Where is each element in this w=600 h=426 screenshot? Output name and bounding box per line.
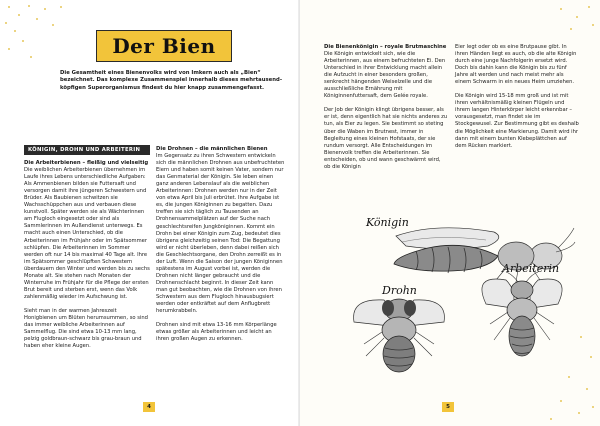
drones-body-2: Drohnen sind mit etwa 13-16 mm Körperlänge etwas größer als Arbeiterinnen und leicht an ihren großen Augen zu erkennen. [156, 322, 277, 343]
queen-body-2: Der Job der Königin klingt übrigens besser, als er ist, denn eigentlich hat sie nichts anderes zu tun, als Eier zu legen. Sie bestimmt so steting über die Waben im Brutnest, immer in Begleitung eines kleinen Hofstaats, der sie rundum versorgt. Alle Entscheidungen im Bienenvolk treffen die Arbeiterinnen. Sie entscheiden, ob und wann geschwärmt wird, ob die Königin [324, 107, 448, 170]
right-page [300, 0, 600, 426]
page-title: Der Bien [112, 34, 216, 58]
worker-label: Arbeiterin [502, 262, 560, 275]
queen-heading: Die Bienenkönigin – royale Brutmaschine [324, 44, 447, 50]
worker-bee-illustration [472, 270, 572, 366]
column-queen-cont [455, 44, 579, 150]
queen-cont-body-2: Die Königin wird 15-18 mm groß und ist mit ihren verhältnismäßig kleinen Flügeln und ihrem langen Hinterkörper leicht erkennbar – vorausgesetzt, man findet sie im Stockgewusel. Zur Bestimmung gibt es deshalb die Möglichkeit eine Markierung. Damit wird ihr dann mit einem bunten Klebeplättchen auf dem Rücken markiert. [455, 93, 579, 149]
drone-label: Drohn [382, 284, 417, 297]
workers-heading: Die Arbeiterbienen – fleißig und vielseitig [24, 160, 149, 166]
queen-label: Königin [366, 216, 409, 229]
section-heading: KÖNIGIN, DROHN UND ARBEITERIN [28, 147, 141, 153]
queen-body: Die Königin entwickelt sich, wie die Arbeiterinnen, aus einem befruchteten Ei. Den Unterschied in ihrer Entwicklung macht allein die Aufzucht in einer besonders großen, senkrecht hängenden Weiselzelle und die ausschließliche Ernährung mit Königinnenfuttersaft, dem Gelée royale. [324, 51, 446, 100]
drones-body: Im Gegensatz zu ihren Schwestern entwickeln sich die männlichen Drohnen aus unbefruchteten Eiern und haben somit keinen Vater, sondern nur das Genmaterial der Königin. Sie leben einen ganz anderen Lebenslauf als die weiblichen Arbeiterinnen: Drohnen werden nur in der Zeit von etwa April bis Juli erbrütet. Ihre Aufgabe ist es, die jungen Königinnen zu begatten. Dazu treffen sie sich täglich zu Tausenden an Drohnensammelplätzen auf der Suche nach geschlechtsreifen Jungköniginnen. Kommt ein Drohn bei einer Königin zum Zug, bedeutet dies übrigens gleichzeitig seinen Tod: Die Begattung wird er nicht überleben, denn dabei reißen sich die Geschlechtsorgane, den Drohn zerreißt es in der Luft. Wenn die Saison der jungen Königinnen spätestens im August vorbei ist, werden die Drohnen nicht länger gebraucht und die Drohnenschlacht beginnt. In dieser Zeit kann man gut beobachten, wie die Drohnen von ihren Schwestern aus dem Flugloch hinausbugsiert werden oder entkräftet auf dem Anflugbrett herumkrabbeln. [156, 153, 285, 315]
queen-cont-body: Eier legt oder ob es eine Brutpause gibt. In ihren Händen liegt es auch, ob die alte Königin durch eine junge Nachfolgerin ersetzt wird. Doch bis dahin kann die Königin bis zu fünf Jahre alt werden und nach meist mehr als einem Schwarm in ein neues Heim umziehen. [455, 44, 577, 86]
column-queen [324, 44, 448, 171]
drones-heading: Die Drohnen – die männlichen Bienen [156, 146, 268, 152]
section-heading-bar [24, 145, 150, 155]
intro-text: Die Gesamtheit eines Bienenvolks wird von Imkern auch als „Bien“ bezeichnet. Das komplexe Zusammenspiel innerhalb dieses mehrtausend-köpfigen Superorganismus findest du hier knapp zusammengefasst. [60, 70, 283, 91]
page-number-left: 4 [143, 402, 155, 412]
drone-bee-illustration [344, 292, 454, 376]
column-drones [156, 146, 286, 343]
page-number-right: 5 [442, 402, 454, 412]
column-workers [24, 160, 150, 350]
workers-body: Die weiblichen Arbeiterbienen übernehmen im Laufe ihres Lebens unterschiedliche Aufgaben: Als Ammenbienen bilden sie Futtersaft und versorgen damit ihre jüngeren Schwestern und Brüder. Als Baubienen schwitzen sie Wachsschüppchen aus und verbauen diese kunstvoll. Später werden sie als Wächterinnen am Flugloch eingesetzt oder sind als Sammlerinnen im Außendienst unterwegs. Es macht auch einen Unterschied, ob die Arbeiterinnen im Frühjahr oder im Spätsommer schlüpfen. Die Arbeiterinnen im Sommer werden oft nur 14 bis maximal 40 Tage alt. Ihre im Spätsommer geschlüpften Schwestern überdauern den Winter und werden bis zu sechs Monate alt. Sie stehen nach Monaten der Winterruhe im Frühjahr für die Pflege der ersten Brut bereit und sterben erst, wenn das Volk zahlenmäßig wieder im Aufschwung ist. [24, 167, 150, 300]
page-title-box [96, 30, 232, 62]
workers-body-2: Sieht man in der warmen Jahreszeit Honigbienen um Blüten herumsummen, so sind das immer weibliche Arbeiterinnen auf Sammelflug. Die sind etwa 10-13 mm lang, pelzig goldbraun-schwarz bis grau-braun und haben eher kleine Augen. [24, 307, 148, 350]
